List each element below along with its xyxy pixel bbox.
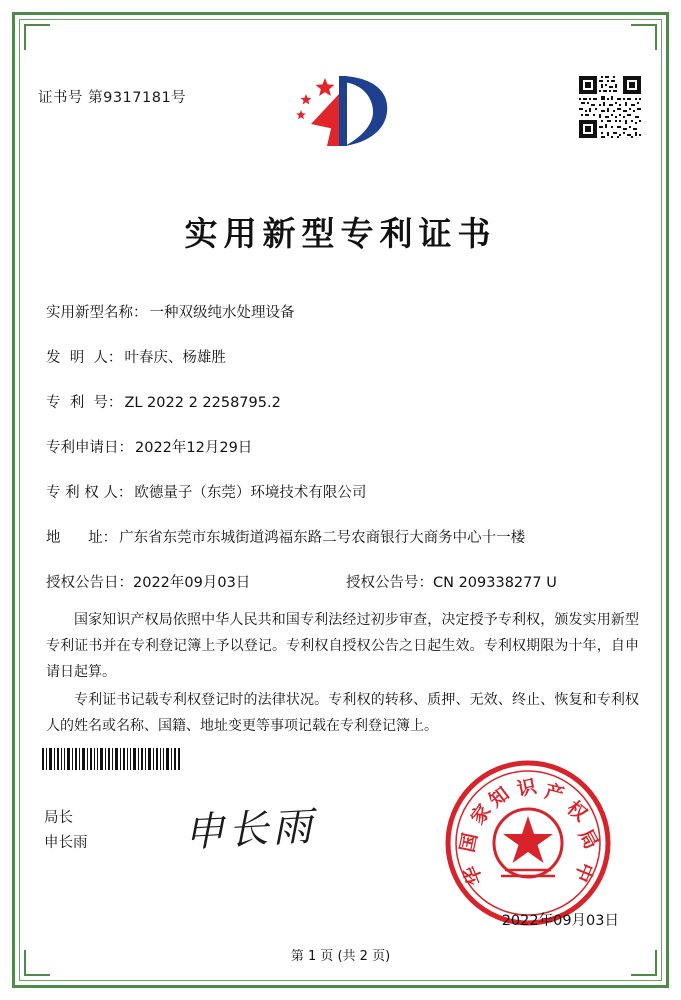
- svg-text:家: 家: [466, 800, 496, 829]
- field-value: 欧德量子（东莞）环境技术有限公司: [134, 485, 367, 501]
- field-row-application-date: [46, 436, 641, 457]
- field-value: 叶春庆、杨雄胜: [124, 350, 226, 366]
- svg-text:华: 华: [459, 862, 488, 889]
- grant-date-cell: [46, 571, 346, 592]
- field-label: 专 利 号：: [46, 395, 123, 411]
- field-value: 2022年12月29日: [135, 440, 253, 456]
- svg-text:知: 知: [485, 782, 514, 812]
- field-value: 广东省东莞市东城街道鸿福东路二号农商银行大商务中心十一楼: [119, 530, 526, 546]
- field-label: 发 明 人：: [46, 350, 123, 366]
- svg-text:权: 权: [562, 796, 592, 826]
- legal-paragraph-2: 专利证书记载专利权登记时的法律状况。专利权的转移、质押、无效、终止、恢复和专利权人的姓名或名称、国籍、地址变更等事项记载在专利登记簿上。: [46, 691, 639, 734]
- certificate-number: 证书号 第9317181号: [38, 90, 187, 106]
- grant-number-cell: [346, 571, 647, 592]
- field-list: [34, 301, 647, 547]
- svg-text:中: 中: [569, 859, 598, 886]
- barcode-icon: [42, 748, 180, 770]
- field-label: 实用新型名称：: [46, 305, 148, 321]
- field-row-patent-number: [46, 391, 641, 412]
- svg-text:局: 局: [574, 825, 603, 853]
- field-row-inventors: [46, 346, 641, 367]
- grant-date-label: 授权公告日：: [46, 575, 133, 591]
- field-row-patentee: [46, 481, 641, 502]
- svg-text:识: 识: [515, 775, 539, 801]
- page-title: 实用新型专利证书: [184, 214, 497, 253]
- field-label: 专利申请日：: [46, 440, 133, 456]
- grant-number-value: CN 209338277 U: [433, 575, 557, 591]
- certificate-footer-block: [34, 736, 647, 966]
- signer-name: 申长雨: [44, 834, 88, 851]
- legal-text-block: [34, 608, 647, 739]
- grant-number-label: 授权公告号：: [346, 575, 433, 591]
- cnipa-logo-icon: [281, 68, 401, 154]
- signer-title: 局长: [44, 810, 73, 826]
- field-label: 专 利 权 人：: [46, 485, 133, 501]
- signature-block: [44, 806, 88, 855]
- certificate-header: [34, 34, 647, 154]
- field-label: 地 址：: [46, 530, 118, 546]
- handwritten-signature: 申长雨: [183, 803, 318, 857]
- field-row-utility-model-name: [46, 301, 641, 322]
- seal-date: 2022年09月03日: [501, 913, 619, 929]
- field-value: 一种双级纯水处理设备: [149, 305, 295, 321]
- certificate-content: [34, 34, 647, 966]
- page-footer: 第 1 页 (共 2 页): [290, 949, 391, 964]
- svg-text:产: 产: [542, 780, 567, 807]
- svg-text:国: 国: [456, 831, 482, 855]
- legal-paragraph-1: 国家知识产权局依照中华人民共和国专利法经过初步审查，决定授予专利权，颁发实用新型专利证书并在专利登记簿上予以登记。专利权自授权公告之日起生效。专利权期限为十年，自申请日起算。: [46, 612, 639, 680]
- official-red-seal-icon: [443, 758, 613, 928]
- qr-code-icon: [579, 76, 641, 138]
- field-row-address: [46, 526, 641, 547]
- grant-info-row: [34, 571, 647, 592]
- field-value: ZL 2022 2 2258795.2: [124, 395, 281, 411]
- grant-date-value: 2022年09月03日: [133, 575, 251, 591]
